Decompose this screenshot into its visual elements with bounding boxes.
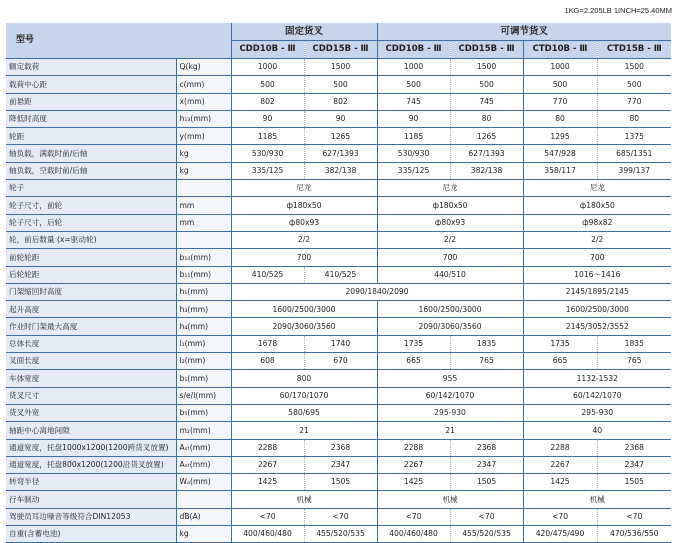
spec-row xyxy=(6,456,671,473)
spec-row xyxy=(6,266,671,283)
spec-row xyxy=(6,93,671,110)
spec-value: 80 xyxy=(597,110,671,127)
spec-value: 530/930 xyxy=(377,145,450,162)
model-name: CDD10B - Ⅲ xyxy=(377,41,450,59)
spec-row xyxy=(6,162,671,179)
spec-value: 627/1393 xyxy=(450,145,523,162)
spec-value: 500 xyxy=(231,76,304,93)
spec-value: 455/520/535 xyxy=(450,526,523,543)
spec-value: 1000 xyxy=(523,59,597,76)
spec-unit xyxy=(176,491,231,508)
spec-value: 1600/2500/3000 xyxy=(377,301,523,318)
spec-value: 2368 xyxy=(450,439,523,456)
spec-row xyxy=(6,318,671,335)
model-name: CDD15B - Ⅲ xyxy=(450,41,523,59)
spec-value: 2267 xyxy=(377,456,450,473)
spec-value: 358/117 xyxy=(523,162,597,179)
spec-unit xyxy=(176,231,231,248)
spec-label: 轮子尺寸，后轮 xyxy=(6,214,176,231)
spec-label: 轮子尺寸，前轮 xyxy=(6,197,176,214)
spec-row xyxy=(6,422,671,439)
spec-label: 后轮轮距 xyxy=(6,266,176,283)
spec-value: 1835 xyxy=(450,335,523,352)
spec-unit: Wₐ(mm) xyxy=(176,474,231,491)
spec-row xyxy=(6,110,671,127)
spec-unit: h₄(mm) xyxy=(176,318,231,335)
spec-value: 500 xyxy=(450,76,523,93)
spec-value: ф180x50 xyxy=(523,197,671,214)
spec-value: 685/1351 xyxy=(597,145,671,162)
model-header: 型号 xyxy=(6,23,231,59)
spec-value: 745 xyxy=(450,93,523,110)
spec-value: 2145/1895/2145 xyxy=(523,283,671,300)
spec-unit: Q(kg) xyxy=(176,59,231,76)
spec-value: 335/125 xyxy=(231,162,304,179)
spec-value: 1600/2500/3000 xyxy=(523,301,671,318)
spec-value: 400/460/480 xyxy=(377,526,450,543)
spec-row xyxy=(6,180,671,197)
spec-label: 轮子 xyxy=(6,180,176,197)
spec-label: 通道宽度，托盘1000x1200(1200跨货叉放置) xyxy=(6,439,176,456)
spec-label: 门架缩回时高度 xyxy=(6,283,176,300)
spec-row xyxy=(6,439,671,456)
spec-unit: b₁₀(mm) xyxy=(176,249,231,266)
spec-value: 1000 xyxy=(231,59,304,76)
spec-label: 作业时门架最大高度 xyxy=(6,318,176,335)
spec-value: 1505 xyxy=(304,474,377,491)
spec-unit: l₁(mm) xyxy=(176,335,231,352)
spec-value: 400/460/480 xyxy=(231,526,304,543)
spec-value: 尼龙 xyxy=(523,180,671,197)
spec-row xyxy=(6,249,671,266)
spec-value: 2/2 xyxy=(377,231,523,248)
spec-row xyxy=(6,145,671,162)
spec-value: 2090/3060/3560 xyxy=(231,318,377,335)
spec-value: 90 xyxy=(304,110,377,127)
spec-value: ф180x50 xyxy=(231,197,377,214)
spec-value: 800 xyxy=(231,370,377,387)
spec-value: 90 xyxy=(231,110,304,127)
spec-unit: h₃(mm) xyxy=(176,301,231,318)
spec-row xyxy=(6,301,671,318)
spec-value: 1735 xyxy=(523,335,597,352)
spec-row xyxy=(6,370,671,387)
spec-value: 尼龙 xyxy=(377,180,523,197)
spec-value: 665 xyxy=(377,353,450,370)
spec-value: 770 xyxy=(597,93,671,110)
spec-value: 382/138 xyxy=(304,162,377,179)
spec-row xyxy=(6,59,671,76)
spec-unit: kg xyxy=(176,526,231,543)
spec-value: <70 xyxy=(231,508,304,525)
spec-label: 转弯半径 xyxy=(6,474,176,491)
spec-value: 500 xyxy=(597,76,671,93)
spec-row xyxy=(6,197,671,214)
spec-value: 2267 xyxy=(231,456,304,473)
spec-value: 2145/3052/3552 xyxy=(523,318,671,335)
spec-value: 机械 xyxy=(377,491,523,508)
spec-label: 货叉尺寸 xyxy=(6,387,176,404)
spec-unit: y(mm) xyxy=(176,128,231,145)
spec-value: 382/138 xyxy=(450,162,523,179)
spec-unit: b₅(mm) xyxy=(176,404,231,421)
spec-unit: dB(A) xyxy=(176,508,231,525)
spec-value: 295-930 xyxy=(523,404,671,421)
spec-value: 2368 xyxy=(304,439,377,456)
spec-value: 1265 xyxy=(450,128,523,145)
spec-value: ф180x50 xyxy=(377,197,523,214)
spec-value: 1425 xyxy=(523,474,597,491)
spec-label: 轮距 xyxy=(6,128,176,145)
spec-value: 500 xyxy=(523,76,597,93)
spec-value: 60/170/1070 xyxy=(231,387,377,404)
spec-label: 轴负载，满载时前/后轴 xyxy=(6,145,176,162)
spec-value: 1375 xyxy=(597,128,671,145)
spec-value: 1500 xyxy=(304,59,377,76)
spec-label: 轮，前后数量 (x=驱动轮) xyxy=(6,231,176,248)
spec-unit: h₁(mm) xyxy=(176,283,231,300)
spec-value: <70 xyxy=(523,508,597,525)
spec-unit: x(mm) xyxy=(176,93,231,110)
spec-value: 80 xyxy=(523,110,597,127)
model-name: CTD10B - Ⅲ xyxy=(523,41,597,59)
spec-value: 1505 xyxy=(597,474,671,491)
spec-unit: s/e/l(mm) xyxy=(176,387,231,404)
spec-row xyxy=(6,387,671,404)
spec-value: 1425 xyxy=(231,474,304,491)
spec-row xyxy=(6,128,671,145)
spec-value: 尼龙 xyxy=(231,180,377,197)
spec-value: 机械 xyxy=(231,491,377,508)
spec-row xyxy=(6,214,671,231)
spec-value: 90 xyxy=(377,110,450,127)
spec-label: 通道宽度，托盘800x1200(1200沿货叉放置) xyxy=(6,456,176,473)
spec-label: 轴距中心离地间隙 xyxy=(6,422,176,439)
spec-value: 670 xyxy=(304,353,377,370)
spec-unit: c(mm) xyxy=(176,76,231,93)
spec-value: 2368 xyxy=(597,439,671,456)
spec-label: 前悬距 xyxy=(6,93,176,110)
spec-value: 2288 xyxy=(523,439,597,456)
spec-label: 起升高度 xyxy=(6,301,176,318)
spec-value: 2/2 xyxy=(231,231,377,248)
spec-label: 额定载荷 xyxy=(6,59,176,76)
spec-value: 745 xyxy=(377,93,450,110)
spec-value: 1500 xyxy=(450,59,523,76)
spec-value: 399/137 xyxy=(597,162,671,179)
spec-row xyxy=(6,404,671,421)
spec-value: 1600/2500/3000 xyxy=(231,301,377,318)
spec-row xyxy=(6,335,671,352)
spec-value: 700 xyxy=(523,249,671,266)
spec-value: 580/695 xyxy=(231,404,377,421)
spec-value: 700 xyxy=(377,249,523,266)
spec-value: 802 xyxy=(304,93,377,110)
spec-value: 2347 xyxy=(304,456,377,473)
spec-value: 1185 xyxy=(231,128,304,145)
unit-conversion-note: 1KG=2.205LB 1INCH=25.40MM xyxy=(564,6,672,15)
spec-unit: Aₛₜ(mm) xyxy=(176,456,231,473)
spec-value: 80 xyxy=(450,110,523,127)
spec-label: 叉面长度 xyxy=(6,353,176,370)
spec-label: 自重(含蓄电池) xyxy=(6,526,176,543)
spec-row xyxy=(6,491,671,508)
spec-value: 2347 xyxy=(450,456,523,473)
spec-value: 410/525 xyxy=(231,266,304,283)
model-name: CTD15B - Ⅲ xyxy=(597,41,671,59)
spec-table-body xyxy=(6,59,671,543)
spec-label: 总体长度 xyxy=(6,335,176,352)
spec-label: 载荷中心距 xyxy=(6,76,176,93)
spec-unit: h₁₃(mm) xyxy=(176,110,231,127)
spec-label: 轴负载，空载时前/后轴 xyxy=(6,162,176,179)
spec-value: 765 xyxy=(597,353,671,370)
spec-value: 420/475/490 xyxy=(523,526,597,543)
spec-row xyxy=(6,231,671,248)
spec-value: 500 xyxy=(377,76,450,93)
spec-unit: mm xyxy=(176,197,231,214)
spec-unit xyxy=(176,180,231,197)
spec-label: 行车制动 xyxy=(6,491,176,508)
spec-label: 货叉外宽 xyxy=(6,404,176,421)
spec-value: 700 xyxy=(231,249,377,266)
spec-value: 机械 xyxy=(523,491,671,508)
spec-value: <70 xyxy=(377,508,450,525)
spec-value: ф80x93 xyxy=(377,214,523,231)
spec-unit: b₁₁(mm) xyxy=(176,266,231,283)
spec-label: 前轮轮距 xyxy=(6,249,176,266)
spec-value: 627/1393 xyxy=(304,145,377,162)
spec-row xyxy=(6,474,671,491)
spec-row xyxy=(6,508,671,525)
spec-unit: kg xyxy=(176,145,231,162)
model-name: CDD10B - Ⅲ xyxy=(231,41,304,59)
spec-row xyxy=(6,526,671,543)
spec-value: 455/520/535 xyxy=(304,526,377,543)
spec-unit: b₁(mm) xyxy=(176,370,231,387)
spec-value: 1185 xyxy=(377,128,450,145)
spec-value: 410/525 xyxy=(304,266,377,283)
spec-value: 60/142/1070 xyxy=(377,387,523,404)
spec-value: 1678 xyxy=(231,335,304,352)
spec-label: 驾驶员耳边噪音等级符合DIN12053 xyxy=(6,508,176,525)
spec-value: 2267 xyxy=(523,456,597,473)
spec-label: 降低时高度 xyxy=(6,110,176,127)
spec-value: 2347 xyxy=(597,456,671,473)
spec-value: 1505 xyxy=(450,474,523,491)
spec-value: ф80x93 xyxy=(231,214,377,231)
spec-value: 608 xyxy=(231,353,304,370)
spec-value: 40 xyxy=(523,422,671,439)
spec-row xyxy=(6,283,671,300)
spec-unit: l₂(mm) xyxy=(176,353,231,370)
spec-value: 802 xyxy=(231,93,304,110)
spec-value: ф98x82 xyxy=(523,214,671,231)
spec-value: 2090/3060/3560 xyxy=(377,318,523,335)
spec-value: <70 xyxy=(597,508,671,525)
spec-value: 1265 xyxy=(304,128,377,145)
spec-value: 470/536/550 xyxy=(597,526,671,543)
spec-value: 770 xyxy=(523,93,597,110)
group-fixed-fork: 固定货叉 xyxy=(231,23,377,41)
spec-value: 2288 xyxy=(231,439,304,456)
spec-value: 2288 xyxy=(377,439,450,456)
spec-value: 2/2 xyxy=(523,231,671,248)
spec-table xyxy=(6,22,671,543)
spec-value: 21 xyxy=(231,422,377,439)
spec-value: <70 xyxy=(450,508,523,525)
spec-value: 2090/1840/2090 xyxy=(231,283,523,300)
spec-value: <70 xyxy=(304,508,377,525)
spec-value: 1735 xyxy=(377,335,450,352)
group-adjustable-fork: 可调节货叉 xyxy=(377,23,671,41)
spec-value: 1132-1532 xyxy=(523,370,671,387)
spec-label: 车体宽度 xyxy=(6,370,176,387)
spec-value: 440/510 xyxy=(377,266,523,283)
spec-unit: m₂(mm) xyxy=(176,422,231,439)
spec-value: 547/928 xyxy=(523,145,597,162)
spec-value: 60/142/1070 xyxy=(523,387,671,404)
spec-value: 1740 xyxy=(304,335,377,352)
spec-value: 295-930 xyxy=(377,404,523,421)
model-name: CDD15B - Ⅲ xyxy=(304,41,377,59)
spec-value: 1295 xyxy=(523,128,597,145)
spec-unit: Aₛₜ(mm) xyxy=(176,439,231,456)
spec-value: 1016～1416 xyxy=(523,266,671,283)
spec-value: 665 xyxy=(523,353,597,370)
spec-value: 955 xyxy=(377,370,523,387)
spec-unit: mm xyxy=(176,214,231,231)
spec-value: 1500 xyxy=(597,59,671,76)
spec-value: 530/930 xyxy=(231,145,304,162)
spec-value: 1835 xyxy=(597,335,671,352)
spec-value: 500 xyxy=(304,76,377,93)
spec-value: 765 xyxy=(450,353,523,370)
spec-row xyxy=(6,76,671,93)
spec-unit: kg xyxy=(176,162,231,179)
spec-value: 1425 xyxy=(377,474,450,491)
spec-value: 1000 xyxy=(377,59,450,76)
spec-value: 335/125 xyxy=(377,162,450,179)
spec-value: 21 xyxy=(377,422,523,439)
header-row-groups xyxy=(6,23,671,41)
spec-row xyxy=(6,353,671,370)
